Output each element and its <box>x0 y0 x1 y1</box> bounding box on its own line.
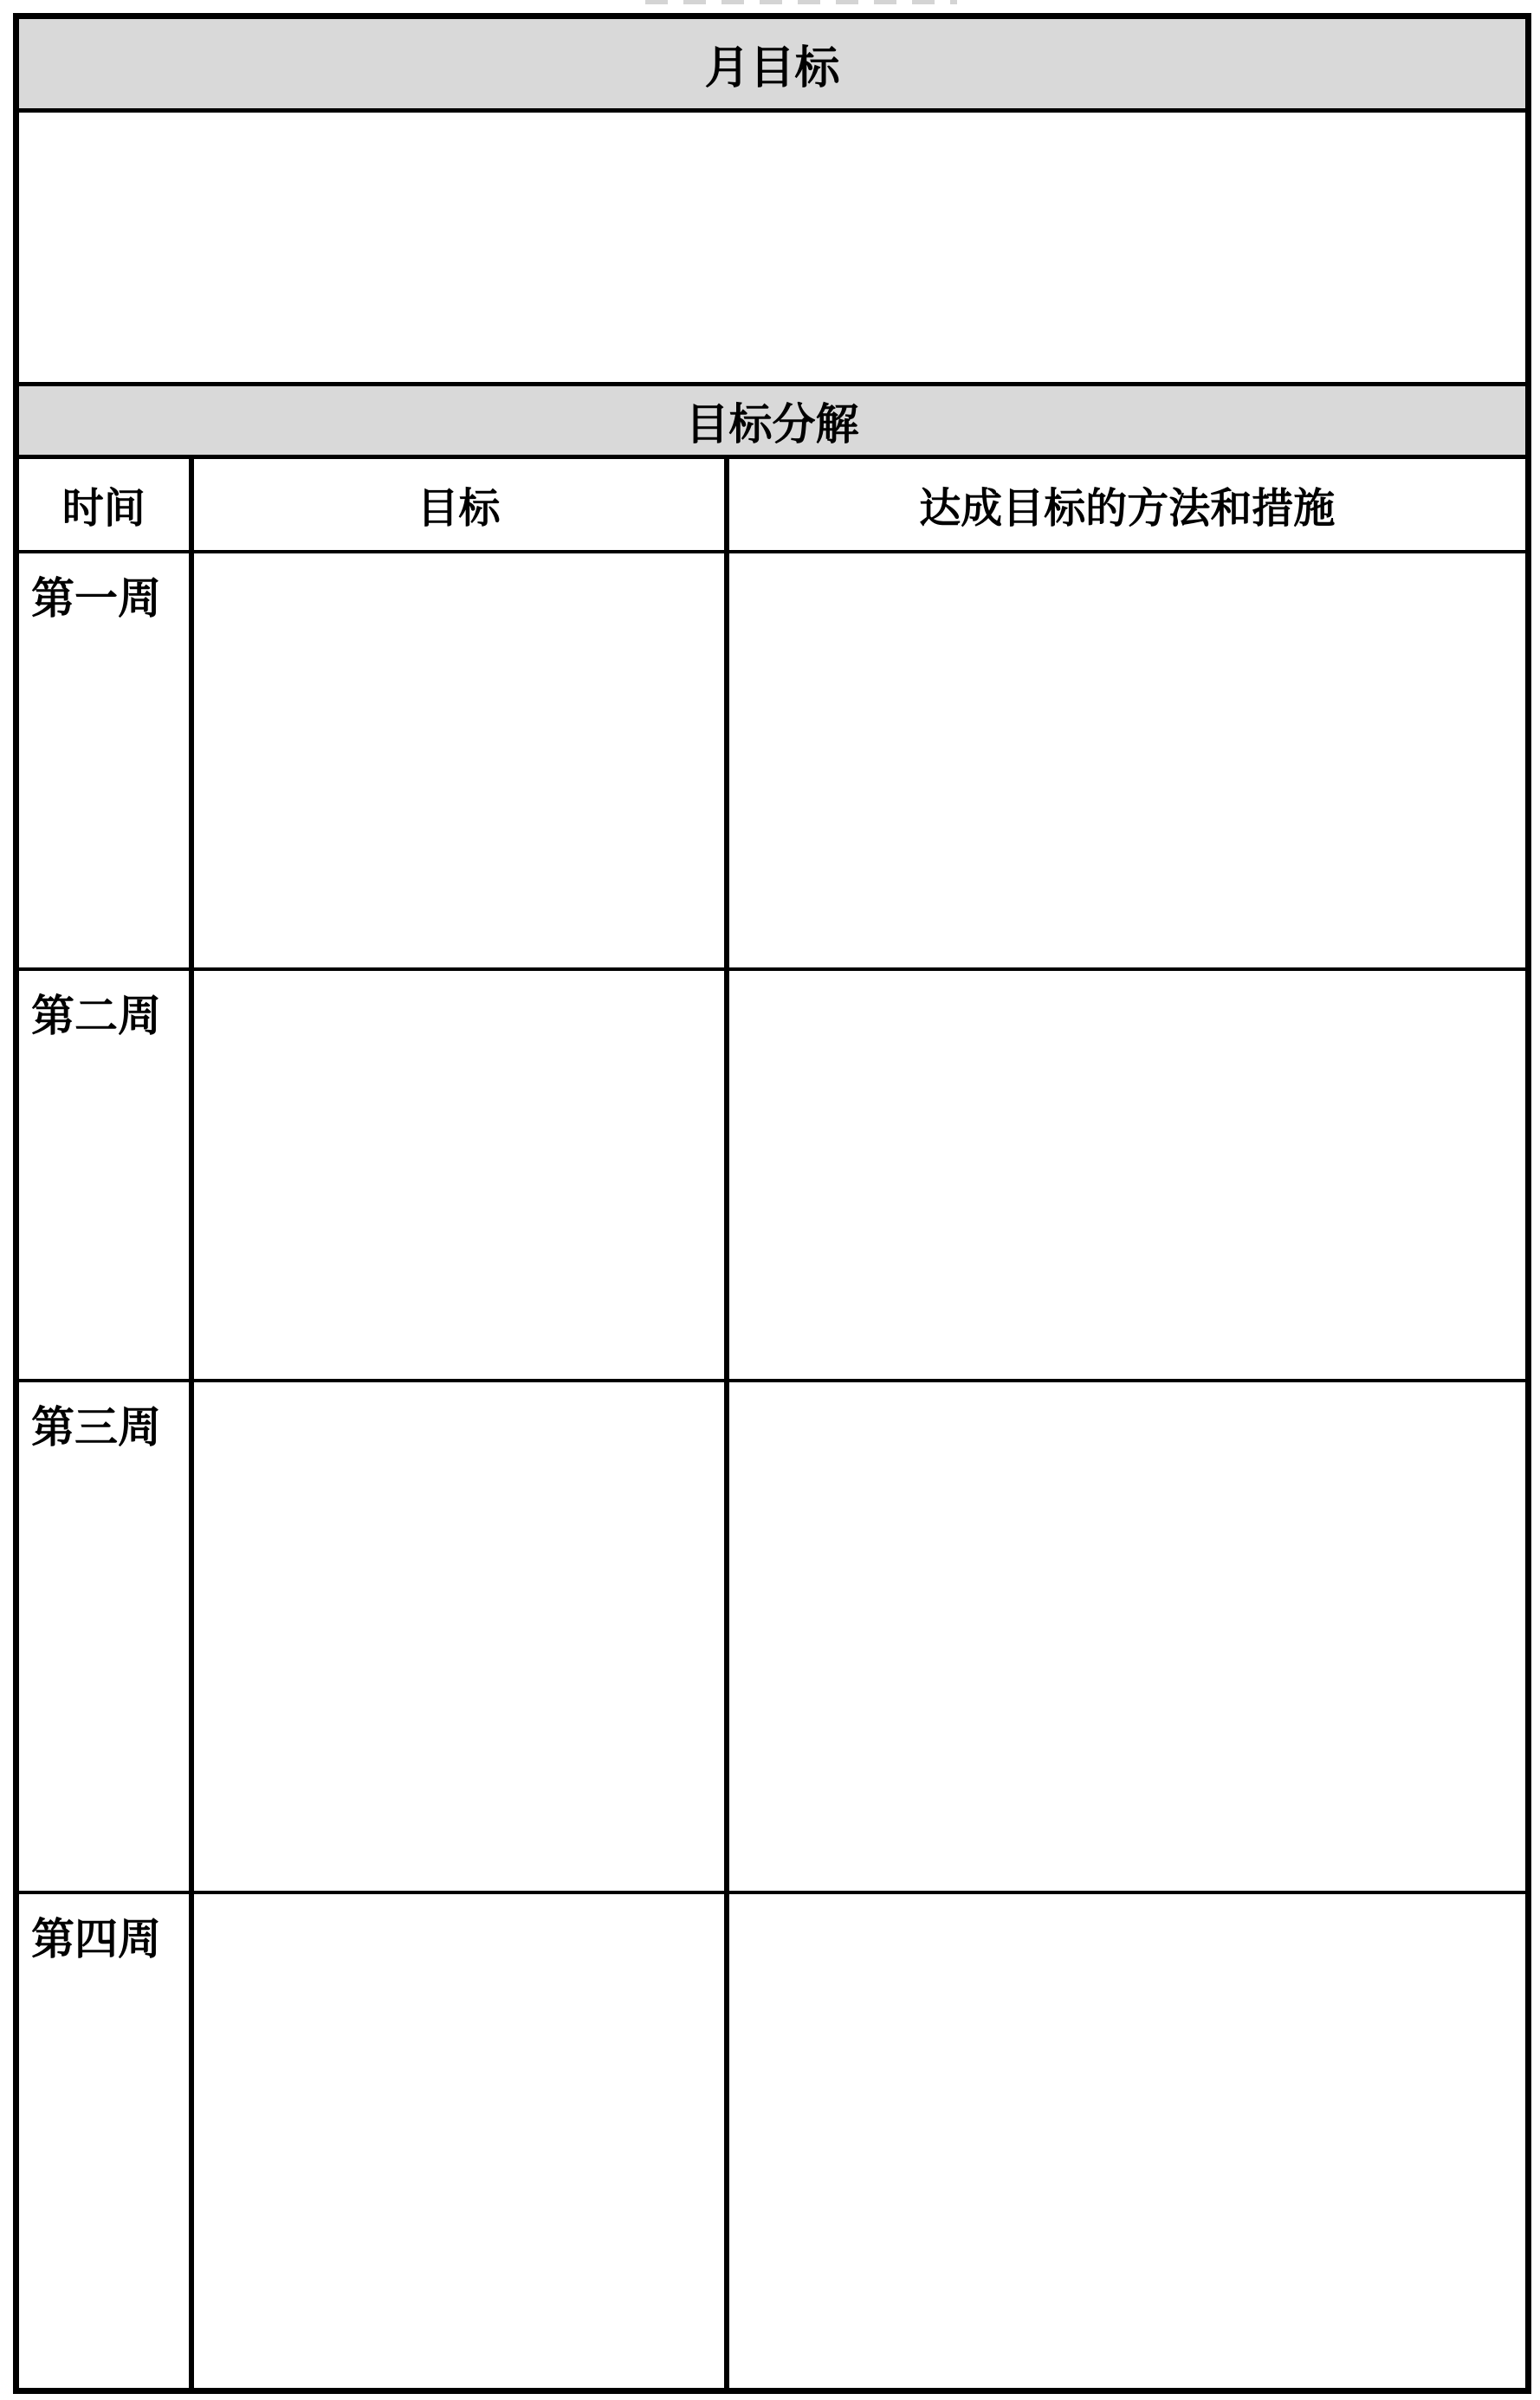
monthly-goal-table <box>13 13 1531 2394</box>
breakdown-header: 目标分解 <box>16 385 1529 457</box>
week-4-label: 第四周 <box>16 1892 191 2391</box>
week-4-goal-cell[interactable] <box>191 1892 727 2391</box>
week-row-4 <box>16 1892 1529 2391</box>
breakdown-header-row <box>16 385 1529 457</box>
column-header-goal: 目标 <box>191 457 727 552</box>
week-1-goal-cell[interactable] <box>191 552 727 969</box>
week-4-methods-cell[interactable] <box>727 1892 1529 2391</box>
week-3-label: 第三周 <box>16 1381 191 1892</box>
week-3-methods-cell[interactable] <box>727 1381 1529 1892</box>
monthly-goal-input-cell[interactable] <box>16 111 1529 385</box>
page-title-cutoff-fragment <box>645 0 957 4</box>
week-3-goal-cell[interactable] <box>191 1381 727 1892</box>
week-1-label: 第一周 <box>16 552 191 969</box>
monthly-goal-header: 月目标 <box>16 16 1529 111</box>
week-2-goal-cell[interactable] <box>191 969 727 1381</box>
week-2-label: 第二周 <box>16 969 191 1381</box>
column-header-time: 时间 <box>16 457 191 552</box>
monthly-goal-body-row <box>16 111 1529 385</box>
week-row-2 <box>16 969 1529 1381</box>
week-row-3 <box>16 1381 1529 1892</box>
monthly-goal-header-row <box>16 16 1529 111</box>
week-row-1 <box>16 552 1529 969</box>
column-header-methods: 达成目标的方法和措施 <box>727 457 1529 552</box>
week-1-methods-cell[interactable] <box>727 552 1529 969</box>
column-header-row <box>16 457 1529 552</box>
week-2-methods-cell[interactable] <box>727 969 1529 1381</box>
